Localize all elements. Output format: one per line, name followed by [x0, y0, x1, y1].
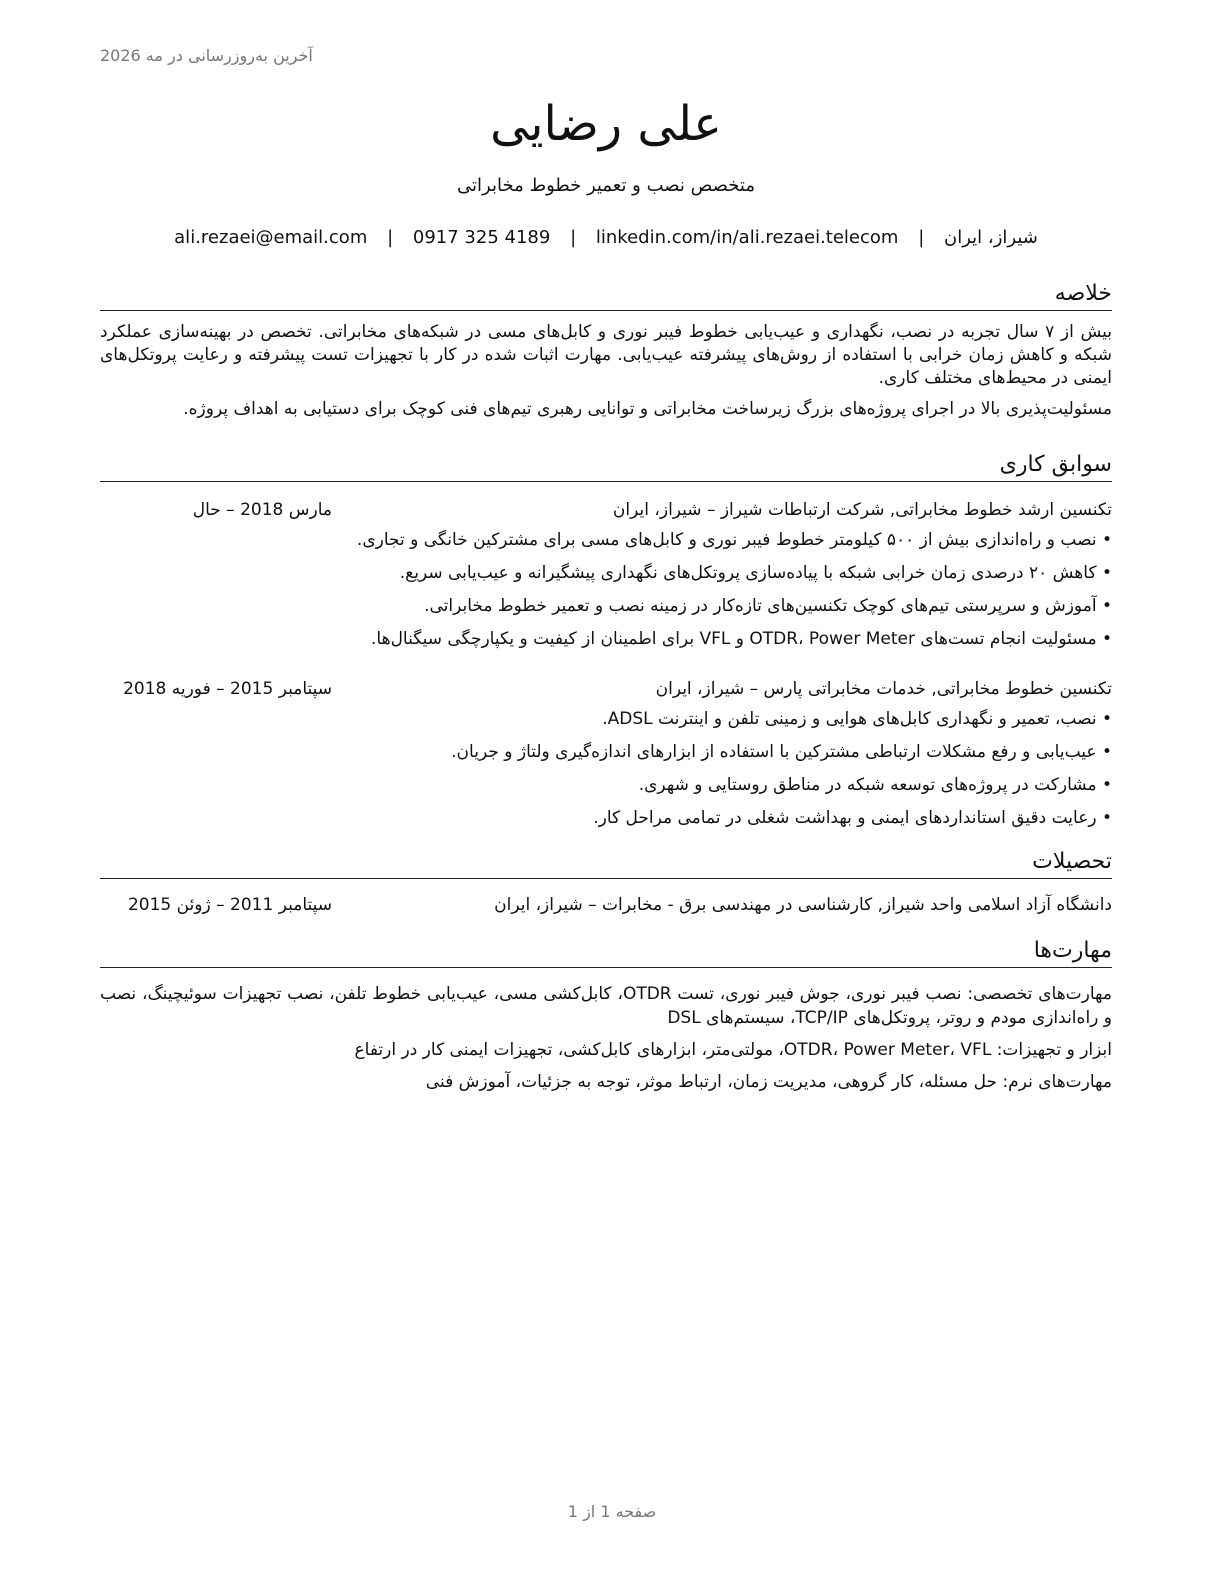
contact-line	[100, 226, 1112, 250]
skills-line: مهارت‌های نرم: حل مسئله، کار گروهی، مدیریت زمان، ارتباط موثر، توجه به جزئیات، آموزش فنی	[425, 1072, 1112, 1092]
job-date: مارس 2018 – حال	[192, 500, 332, 520]
summary-heading: خلاصه	[100, 280, 1112, 311]
skills-line: مهارت‌های تخصصی: نصب فیبر نوری، جوش فیبر نوری، تست OTDR، کابل‌کشی مسی، عیب‌یابی خطوط تلفن، نصب تجهیزات سوئیچینگ، نصب و راه‌اندازی مودم و روتر، پروتکل‌های TCP/IP، سیستم‌های DSL	[100, 984, 1112, 1028]
job-bullet: • عیب‌یابی و رفع مشکلات ارتباطی مشترکین با استفاده از ابزارهای اندازه‌گیری ولتاژ و جریان.	[100, 740, 1112, 764]
job-entry	[100, 677, 1112, 830]
job-bullet: • کاهش ۲۰ درصدی زمان خرابی شبکه با پیاده‌سازی پروتکل‌های نگهداری پیشگیرانه و عیب‌یابی سریع.	[100, 561, 1112, 585]
summary-paragraph: مسئولیت‌پذیری بالا در اجرای پروژه‌های بزرگ زیرساخت مخابراتی و توانایی رهبری تیم‌های فنی کوچک برای دستیابی به اهداف پروژه.	[183, 399, 1112, 419]
job-bullets	[100, 528, 1112, 651]
contact-email[interactable]: ali.rezaei@email.com	[174, 227, 368, 248]
job-bullet: • مشارکت در پروژه‌های توسعه شبکه در مناطق روستایی و شهری.	[100, 773, 1112, 797]
job-bullet: • نصب و راه‌اندازی بیش از ۵۰۰ کیلومتر خطوط فیبر نوری و کابل‌های مسی برای مشترکین خانگی و تجاری.	[100, 528, 1112, 552]
resume-page	[100, 92, 1112, 1094]
contact-linkedin[interactable]: linkedin.com/in/ali.rezaei.telecom	[595, 227, 899, 248]
job-bullets	[100, 707, 1112, 830]
job-bullet: • رعایت دقیق استانداردهای ایمنی و بهداشت شغلی در تمامی مراحل کار.	[100, 806, 1112, 830]
education-title: دانشگاه آزاد اسلامی واحد شیراز, کارشناسی در مهندسی برق - مخابرات – شیراز، ایران	[494, 895, 1112, 915]
education-heading: تحصیلات	[100, 848, 1112, 879]
contact-location: شیراز، ایران	[944, 227, 1038, 248]
job-title: تکنسین خطوط مخابراتی, خدمات مخابراتی پارس – شیراز، ایران	[655, 679, 1112, 699]
education-date: سپتامبر 2011 – ژوئن 2015	[127, 895, 332, 915]
job-header	[100, 498, 1112, 522]
job-entry	[100, 498, 1112, 651]
contact-separator: |	[918, 227, 925, 248]
job-title: تکنسین ارشد خطوط مخابراتی, شرکت ارتباطات شیراز – شیراز، ایران	[612, 500, 1112, 520]
person-name: علی رضایی	[490, 96, 722, 152]
last-updated-note: آخرین به‌روزرسانی در مه 2026	[100, 46, 313, 65]
contact-separator: |	[387, 227, 394, 248]
page-number: صفحه 1 از 1	[567, 1502, 657, 1521]
education-entry	[100, 893, 1112, 917]
education-section	[100, 848, 1112, 917]
job-bullet: • مسئولیت انجام تست‌های OTDR، Power Meter و VFL برای اطمینان از کیفیت و یکپارچگی سیگنال‌ها.	[100, 627, 1112, 651]
contact-separator: |	[570, 227, 577, 248]
experience-heading: سوابق کاری	[100, 451, 1112, 482]
job-date: سپتامبر 2015 – فوریه 2018	[123, 679, 332, 699]
contact-phone[interactable]: 0917 325 4189	[412, 227, 551, 248]
skills-line: ابزار و تجهیزات: OTDR، Power Meter، VFL، مولتی‌متر، ابزارهای کابل‌کشی، تجهیزات ایمنی کار در ارتفاع	[354, 1040, 1112, 1060]
job-header	[100, 677, 1112, 701]
job-title-headline: متخصص نصب و تعمیر خطوط مخابراتی	[457, 175, 755, 196]
job-bullet: • آموزش و سرپرستی تیم‌های کوچک تکنسین‌های تازه‌کار در زمینه نصب و تعمیر خطوط مخابراتی.	[100, 594, 1112, 618]
experience-section	[100, 451, 1112, 830]
summary-section	[100, 280, 1112, 421]
skills-heading: مهارت‌ها	[100, 937, 1112, 968]
skills-section	[100, 937, 1112, 1094]
summary-paragraph: بیش از ۷ سال تجربه در نصب، نگهداری و عیب‌یابی خطوط فیبر نوری و کابل‌های مسی در شبکه‌های مخابراتی. تخصص در بهینه‌سازی عملکرد شبکه و کاهش زمان خرابی با استفاده از روش‌های پیشرفته عیب‌یابی. مهارت اثبات شده در کار با تجهیزات تست پیشرفته و رعایت پروتکل‌های ایمنی در محیط‌های مختلف کاری.	[100, 322, 1112, 388]
job-bullet: • نصب، تعمیر و نگهداری کابل‌های هوایی و زمینی تلفن و اینترنت ADSL.	[100, 707, 1112, 731]
